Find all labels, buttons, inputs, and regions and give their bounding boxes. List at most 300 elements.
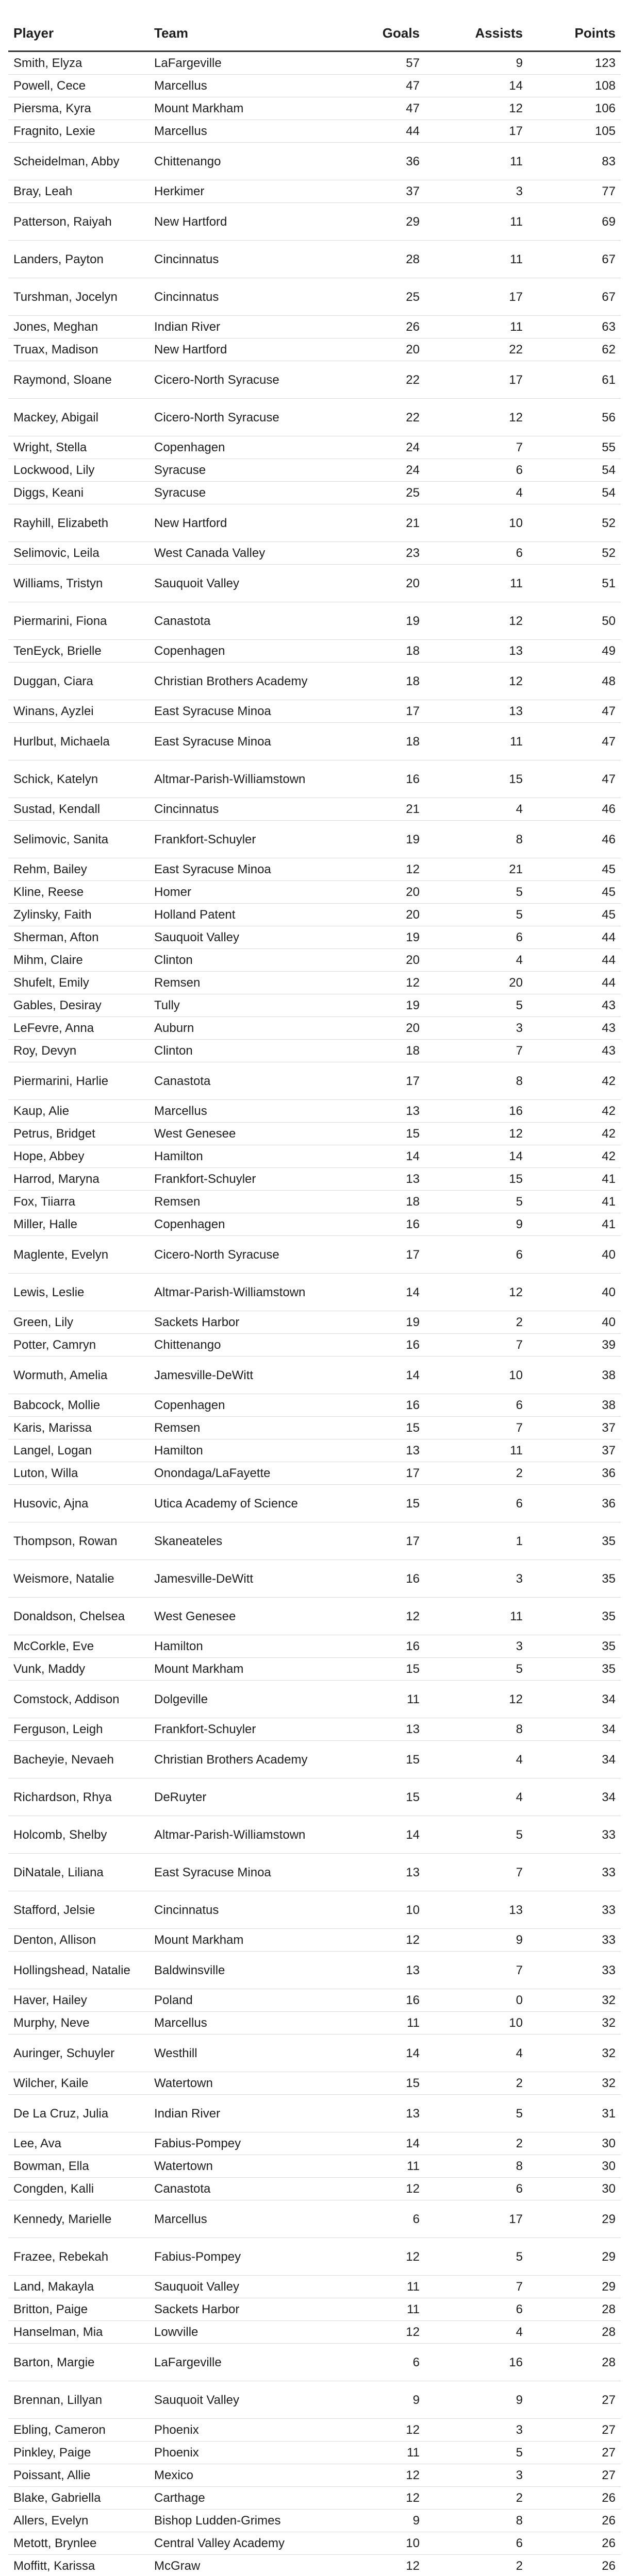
cell-player: Bray, Leah — [8, 180, 149, 203]
cell-assists: 2 — [425, 2072, 528, 2095]
cell-assists: 3 — [425, 1017, 528, 1040]
cell-team: East Syracuse Minoa — [149, 723, 322, 760]
table-row — [8, 994, 621, 1017]
cell-points: 37 — [528, 1439, 621, 1462]
cell-assists: 17 — [425, 361, 528, 399]
table-row — [8, 1816, 621, 1854]
cell-goals: 12 — [322, 1598, 425, 1635]
cell-team: Cincinnatus — [149, 278, 322, 316]
cell-points: 123 — [528, 52, 621, 75]
cell-player: TenEyck, Brielle — [8, 640, 149, 663]
cell-team: Marcellus — [149, 120, 322, 143]
cell-goals: 15 — [322, 1658, 425, 1681]
cell-goals: 6 — [322, 2200, 425, 2238]
cell-points: 33 — [528, 1952, 621, 1989]
cell-goals: 19 — [322, 602, 425, 640]
cell-points: 34 — [528, 1741, 621, 1778]
cell-player: De La Cruz, Julia — [8, 2095, 149, 2132]
cell-points: 34 — [528, 1681, 621, 1718]
table-row — [8, 1394, 621, 1417]
cell-goals: 20 — [322, 881, 425, 904]
cell-assists: 12 — [425, 399, 528, 436]
table-row — [8, 760, 621, 798]
cell-points: 46 — [528, 821, 621, 858]
cell-player: Williams, Tristyn — [8, 565, 149, 602]
cell-team: Cicero-North Syracuse — [149, 1236, 322, 1274]
cell-player: Potter, Camryn — [8, 1334, 149, 1357]
cell-assists: 12 — [425, 663, 528, 700]
cell-goals: 21 — [322, 798, 425, 821]
cell-points: 32 — [528, 2012, 621, 2035]
cell-team: Cincinnatus — [149, 1891, 322, 1929]
cell-team: Frankfort-Schuyler — [149, 1168, 322, 1191]
cell-points: 32 — [528, 2035, 621, 2072]
cell-points: 44 — [528, 972, 621, 994]
cell-team: Mexico — [149, 2464, 322, 2487]
cell-points: 42 — [528, 1145, 621, 1168]
cell-player: Auringer, Schuyler — [8, 2035, 149, 2072]
cell-goals: 17 — [322, 700, 425, 723]
cell-assists: 16 — [425, 2344, 528, 2381]
cell-assists: 7 — [425, 1334, 528, 1357]
table-row — [8, 904, 621, 926]
cell-assists: 16 — [425, 1100, 528, 1123]
cell-team: Poland — [149, 1989, 322, 2012]
table-row — [8, 436, 621, 459]
cell-goals: 16 — [322, 760, 425, 798]
table-row — [8, 2298, 621, 2321]
cell-assists: 12 — [425, 97, 528, 120]
table-row — [8, 203, 621, 241]
cell-points: 28 — [528, 2344, 621, 2381]
cell-goals: 9 — [322, 2510, 425, 2532]
cell-player: Hope, Abbey — [8, 1145, 149, 1168]
cell-points: 63 — [528, 316, 621, 338]
cell-points: 106 — [528, 97, 621, 120]
cell-player: Duggan, Ciara — [8, 663, 149, 700]
cell-points: 43 — [528, 994, 621, 1017]
cell-player: Wright, Stella — [8, 436, 149, 459]
cell-team: Marcellus — [149, 2012, 322, 2035]
cell-player: Husovic, Ajna — [8, 1485, 149, 1522]
cell-goals: 17 — [322, 1522, 425, 1560]
cell-assists: 17 — [425, 120, 528, 143]
cell-player: Frazee, Rebekah — [8, 2238, 149, 2276]
table-row — [8, 2132, 621, 2155]
cell-team: Canastota — [149, 602, 322, 640]
cell-goals: 18 — [322, 663, 425, 700]
cell-goals: 17 — [322, 1236, 425, 1274]
cell-goals: 25 — [322, 482, 425, 504]
cell-goals: 16 — [322, 1213, 425, 1236]
cell-player: Scheidelman, Abby — [8, 143, 149, 180]
cell-points: 33 — [528, 1816, 621, 1854]
cell-assists: 6 — [425, 2532, 528, 2555]
cell-points: 26 — [528, 2487, 621, 2510]
table-row — [8, 1485, 621, 1522]
cell-player: LeFevre, Anna — [8, 1017, 149, 1040]
cell-points: 33 — [528, 1891, 621, 1929]
cell-points: 35 — [528, 1522, 621, 1560]
cell-player: Hurlbut, Michaela — [8, 723, 149, 760]
cell-goals: 12 — [322, 858, 425, 881]
cell-points: 36 — [528, 1462, 621, 1485]
cell-team: Cicero-North Syracuse — [149, 399, 322, 436]
cell-goals: 6 — [322, 2344, 425, 2381]
cell-player: Ferguson, Leigh — [8, 1718, 149, 1741]
cell-goals: 11 — [322, 2155, 425, 2178]
cell-goals: 14 — [322, 2132, 425, 2155]
table-body — [8, 52, 621, 2576]
cell-player: Allers, Evelyn — [8, 2510, 149, 2532]
cell-team: Tully — [149, 994, 322, 1017]
cell-points: 32 — [528, 2072, 621, 2095]
cell-team: Carthage — [149, 2487, 322, 2510]
cell-team: East Syracuse Minoa — [149, 1854, 322, 1891]
cell-team: Central Valley Academy — [149, 2532, 322, 2555]
cell-team: East Syracuse Minoa — [149, 858, 322, 881]
cell-goals: 10 — [322, 1891, 425, 1929]
table-row — [8, 2510, 621, 2532]
cell-goals: 57 — [322, 52, 425, 75]
cell-assists: 2 — [425, 1311, 528, 1334]
table-row — [8, 1417, 621, 1439]
cell-points: 35 — [528, 1560, 621, 1598]
cell-player: Maglente, Evelyn — [8, 1236, 149, 1274]
table-row — [8, 858, 621, 881]
cell-goals: 14 — [322, 1274, 425, 1311]
cell-points: 49 — [528, 640, 621, 663]
cell-team: Hamilton — [149, 1635, 322, 1658]
cell-goals: 12 — [322, 972, 425, 994]
cell-player: Rayhill, Elizabeth — [8, 504, 149, 542]
cell-player: Holcomb, Shelby — [8, 1816, 149, 1854]
cell-goals: 15 — [322, 1123, 425, 1145]
table-row — [8, 2072, 621, 2095]
cell-points: 45 — [528, 858, 621, 881]
cell-goals: 11 — [322, 2276, 425, 2298]
cell-goals: 12 — [322, 2555, 425, 2576]
table-row — [8, 1145, 621, 1168]
cell-team: Clinton — [149, 949, 322, 972]
cell-goals: 13 — [322, 1168, 425, 1191]
cell-team: Frankfort-Schuyler — [149, 821, 322, 858]
cell-assists: 7 — [425, 1952, 528, 1989]
cell-player: Barton, Margie — [8, 2344, 149, 2381]
cell-goals: 20 — [322, 949, 425, 972]
cell-points: 29 — [528, 2276, 621, 2298]
table-row — [8, 241, 621, 278]
table-row — [8, 1236, 621, 1274]
cell-points: 33 — [528, 1854, 621, 1891]
cell-assists: 11 — [425, 1439, 528, 1462]
table-row — [8, 2381, 621, 2419]
cell-player: Lee, Ava — [8, 2132, 149, 2155]
cell-player: Green, Lily — [8, 1311, 149, 1334]
cell-goals: 19 — [322, 1311, 425, 1334]
table-row — [8, 1213, 621, 1236]
cell-assists: 17 — [425, 2200, 528, 2238]
cell-points: 31 — [528, 2095, 621, 2132]
cell-assists: 9 — [425, 52, 528, 75]
table-row — [8, 2464, 621, 2487]
cell-player: Zylinsky, Faith — [8, 904, 149, 926]
cell-team: Syracuse — [149, 459, 322, 482]
table-row — [8, 2532, 621, 2555]
table-row — [8, 1191, 621, 1213]
cell-assists: 6 — [425, 2298, 528, 2321]
cell-assists: 9 — [425, 1929, 528, 1952]
cell-team: Frankfort-Schuyler — [149, 1718, 322, 1741]
cell-goals: 14 — [322, 1145, 425, 1168]
table-row — [8, 1718, 621, 1741]
cell-player: Mackey, Abigail — [8, 399, 149, 436]
cell-assists: 12 — [425, 602, 528, 640]
cell-player: Selimovic, Sanita — [8, 821, 149, 858]
table-row — [8, 2419, 621, 2442]
cell-assists: 2 — [425, 1462, 528, 1485]
cell-team: Utica Academy of Science — [149, 1485, 322, 1522]
table-row — [8, 2321, 621, 2344]
cell-player: Kaup, Alie — [8, 1100, 149, 1123]
cell-assists: 22 — [425, 338, 528, 361]
cell-assists: 5 — [425, 881, 528, 904]
header-assists[interactable]: Assists — [425, 15, 528, 52]
cell-points: 47 — [528, 723, 621, 760]
header-player[interactable]: Player — [8, 15, 149, 52]
cell-assists: 8 — [425, 2510, 528, 2532]
cell-assists: 21 — [425, 858, 528, 881]
cell-player: Haver, Hailey — [8, 1989, 149, 2012]
cell-team: Marcellus — [149, 1100, 322, 1123]
cell-points: 47 — [528, 700, 621, 723]
cell-goals: 15 — [322, 1417, 425, 1439]
cell-assists: 7 — [425, 2276, 528, 2298]
cell-team: Baldwinsville — [149, 1952, 322, 1989]
table-row — [8, 97, 621, 120]
cell-goals: 12 — [322, 2321, 425, 2344]
header-team[interactable]: Team — [149, 15, 322, 52]
cell-assists: 8 — [425, 821, 528, 858]
cell-assists: 14 — [425, 1145, 528, 1168]
cell-assists: 15 — [425, 760, 528, 798]
cell-points: 26 — [528, 2532, 621, 2555]
cell-points: 27 — [528, 2442, 621, 2464]
cell-points: 67 — [528, 241, 621, 278]
cell-points: 27 — [528, 2464, 621, 2487]
cell-points: 34 — [528, 1778, 621, 1816]
cell-assists: 0 — [425, 1989, 528, 2012]
cell-points: 37 — [528, 1417, 621, 1439]
cell-player: Langel, Logan — [8, 1439, 149, 1462]
cell-player: Luton, Willa — [8, 1462, 149, 1485]
cell-player: Donaldson, Chelsea — [8, 1598, 149, 1635]
cell-team: Christian Brothers Academy — [149, 1741, 322, 1778]
cell-goals: 16 — [322, 1334, 425, 1357]
cell-assists: 20 — [425, 972, 528, 994]
cell-team: Homer — [149, 881, 322, 904]
cell-points: 30 — [528, 2155, 621, 2178]
cell-goals: 9 — [322, 2381, 425, 2419]
table-row — [8, 2200, 621, 2238]
table-row — [8, 2155, 621, 2178]
table-row — [8, 2487, 621, 2510]
cell-team: Phoenix — [149, 2419, 322, 2442]
cell-player: Stafford, Jelsie — [8, 1891, 149, 1929]
cell-player: Powell, Cece — [8, 75, 149, 97]
cell-player: Thompson, Rowan — [8, 1522, 149, 1560]
table-row — [8, 1891, 621, 1929]
table-row — [8, 338, 621, 361]
cell-goals: 13 — [322, 1952, 425, 1989]
cell-goals: 18 — [322, 1040, 425, 1062]
cell-points: 42 — [528, 1123, 621, 1145]
cell-team: Indian River — [149, 316, 322, 338]
cell-team: Watertown — [149, 2155, 322, 2178]
cell-player: Britton, Paige — [8, 2298, 149, 2321]
cell-team: Altmar-Parish-Williamstown — [149, 760, 322, 798]
cell-assists: 4 — [425, 949, 528, 972]
cell-points: 77 — [528, 180, 621, 203]
cell-points: 38 — [528, 1357, 621, 1394]
cell-player: Brennan, Lillyan — [8, 2381, 149, 2419]
cell-points: 26 — [528, 2555, 621, 2576]
table-row — [8, 1560, 621, 1598]
cell-assists: 7 — [425, 1040, 528, 1062]
cell-player: Jones, Meghan — [8, 316, 149, 338]
cell-player: Pinkley, Paige — [8, 2442, 149, 2464]
cell-goals: 20 — [322, 565, 425, 602]
table-row — [8, 602, 621, 640]
table-row — [8, 75, 621, 97]
table-row — [8, 1778, 621, 1816]
cell-points: 83 — [528, 143, 621, 180]
cell-team: Westhill — [149, 2035, 322, 2072]
cell-player: Winans, Ayzlei — [8, 700, 149, 723]
cell-assists: 4 — [425, 798, 528, 821]
cell-player: McCorkle, Eve — [8, 1635, 149, 1658]
cell-goals: 36 — [322, 143, 425, 180]
cell-team: Sauquoit Valley — [149, 2276, 322, 2298]
table-row — [8, 542, 621, 565]
cell-points: 38 — [528, 1394, 621, 1417]
cell-assists: 3 — [425, 180, 528, 203]
table-row — [8, 565, 621, 602]
cell-player: Roy, Devyn — [8, 1040, 149, 1062]
cell-goals: 24 — [322, 436, 425, 459]
cell-assists: 15 — [425, 1168, 528, 1191]
table-row — [8, 2442, 621, 2464]
cell-player: Denton, Allison — [8, 1929, 149, 1952]
cell-assists: 5 — [425, 1658, 528, 1681]
cell-assists: 2 — [425, 2555, 528, 2576]
cell-goals: 19 — [322, 821, 425, 858]
cell-team: DeRuyter — [149, 1778, 322, 1816]
table-row — [8, 1952, 621, 1989]
cell-goals: 12 — [322, 2487, 425, 2510]
cell-assists: 8 — [425, 1718, 528, 1741]
table-row — [8, 52, 621, 75]
table-row — [8, 120, 621, 143]
cell-points: 54 — [528, 459, 621, 482]
cell-player: Fragnito, Lexie — [8, 120, 149, 143]
cell-player: Lockwood, Lily — [8, 459, 149, 482]
cell-points: 29 — [528, 2200, 621, 2238]
cell-points: 52 — [528, 504, 621, 542]
table-row — [8, 504, 621, 542]
cell-goals: 19 — [322, 926, 425, 949]
cell-player: Fox, Tiiarra — [8, 1191, 149, 1213]
cell-points: 28 — [528, 2321, 621, 2344]
cell-assists: 9 — [425, 2381, 528, 2419]
cell-assists: 14 — [425, 75, 528, 97]
cell-assists: 2 — [425, 2132, 528, 2155]
table-row — [8, 2035, 621, 2072]
cell-player: Blake, Gabriella — [8, 2487, 149, 2510]
cell-assists: 6 — [425, 459, 528, 482]
table-row — [8, 949, 621, 972]
cell-goals: 18 — [322, 640, 425, 663]
cell-assists: 5 — [425, 904, 528, 926]
cell-team: Holland Patent — [149, 904, 322, 926]
cell-team: New Hartford — [149, 504, 322, 542]
cell-player: Petrus, Bridget — [8, 1123, 149, 1145]
header-points[interactable]: Points — [528, 15, 621, 52]
cell-player: Shufelt, Emily — [8, 972, 149, 994]
cell-player: Truax, Madison — [8, 338, 149, 361]
cell-team: Lowville — [149, 2321, 322, 2344]
table-row — [8, 1017, 621, 1040]
cell-goals: 13 — [322, 1439, 425, 1462]
cell-player: Gables, Desiray — [8, 994, 149, 1017]
cell-goals: 15 — [322, 1741, 425, 1778]
header-goals[interactable]: Goals — [322, 15, 425, 52]
cell-assists: 3 — [425, 2464, 528, 2487]
cell-team: Sackets Harbor — [149, 2298, 322, 2321]
cell-assists: 12 — [425, 1274, 528, 1311]
cell-assists: 5 — [425, 2095, 528, 2132]
table-row — [8, 1311, 621, 1334]
cell-assists: 13 — [425, 1891, 528, 1929]
cell-player: Sustad, Kendall — [8, 798, 149, 821]
cell-points: 51 — [528, 565, 621, 602]
cell-points: 50 — [528, 602, 621, 640]
cell-team: Sackets Harbor — [149, 1311, 322, 1334]
cell-goals: 12 — [322, 2419, 425, 2442]
cell-team: Auburn — [149, 1017, 322, 1040]
cell-player: Mihm, Claire — [8, 949, 149, 972]
cell-points: 30 — [528, 2132, 621, 2155]
cell-team: Mount Markham — [149, 1929, 322, 1952]
cell-team: New Hartford — [149, 203, 322, 241]
cell-assists: 2 — [425, 2487, 528, 2510]
cell-assists: 11 — [425, 565, 528, 602]
cell-points: 41 — [528, 1191, 621, 1213]
cell-assists: 11 — [425, 1598, 528, 1635]
table-row — [8, 1681, 621, 1718]
cell-team: Fabius-Pompey — [149, 2238, 322, 2276]
cell-goals: 29 — [322, 203, 425, 241]
cell-team: Copenhagen — [149, 1394, 322, 1417]
table-header — [8, 15, 621, 52]
table-row — [8, 2555, 621, 2576]
cell-points: 35 — [528, 1658, 621, 1681]
table-row — [8, 1439, 621, 1462]
cell-player: Kennedy, Marielle — [8, 2200, 149, 2238]
cell-points: 67 — [528, 278, 621, 316]
cell-team: West Genesee — [149, 1123, 322, 1145]
cell-points: 62 — [528, 338, 621, 361]
